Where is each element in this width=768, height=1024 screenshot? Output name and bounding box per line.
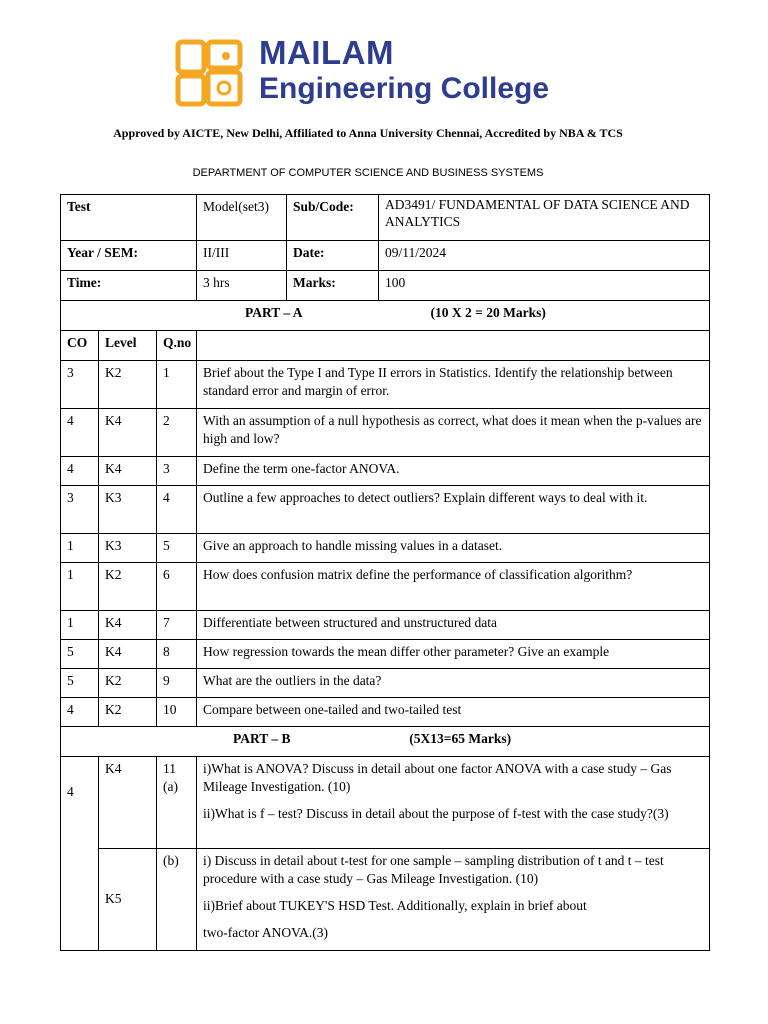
q-co: 5 [61, 640, 99, 669]
date-value: 09/11/2024 [379, 241, 710, 271]
marks-label: Marks: [287, 271, 379, 301]
question-row-3 [61, 457, 710, 486]
year-value: II/III [197, 241, 287, 271]
question-row-10 [61, 698, 710, 727]
question-row-11a [61, 757, 710, 849]
question-row-2 [61, 409, 710, 457]
q-text: Brief about the Type I and Type II errors in Statistics. Identify the relationship between standard error and margin of error. [197, 361, 710, 409]
q-level: K2 [99, 669, 157, 698]
q-level: K3 [99, 534, 157, 563]
subcode-value: AD3491/ FUNDAMENTAL OF DATA SCIENCE AND ANALYTICS [379, 195, 710, 241]
question-row-7 [61, 611, 710, 640]
q-text: Outline a few approaches to detect outliers? Explain different ways to deal with it. [197, 486, 710, 534]
marks-value: 100 [379, 271, 710, 301]
q-text: How regression towards the mean differ other parameter? Give an example [197, 640, 710, 669]
q11b-number: (b) [157, 849, 197, 951]
q-co: 3 [61, 486, 99, 534]
question-row-1 [61, 361, 710, 409]
q-co: 4 [61, 457, 99, 486]
approval-line: Approved by AICTE, New Delhi, Affiliated to Anna University Chennai, Accredited by NBA & TCS [113, 126, 623, 140]
question-row-8 [61, 640, 710, 669]
col-level: Level [99, 331, 157, 361]
q-level: K2 [99, 698, 157, 727]
college-logo [175, 34, 565, 110]
part-b-title-cell [61, 727, 710, 757]
elephant-logo-icon [175, 38, 245, 108]
part-a-title: PART – A [245, 305, 302, 320]
q-level: K4 [99, 457, 157, 486]
q-number: 9 [157, 669, 197, 698]
q-level: K4 [99, 640, 157, 669]
q-number: 7 [157, 611, 197, 640]
test-value: Model(set3) [197, 195, 287, 241]
q-number: 5 [157, 534, 197, 563]
info-row-time [61, 271, 710, 301]
q-level: K4 [99, 611, 157, 640]
part-b-title: PART – B [233, 731, 291, 746]
col-co: CO [61, 331, 99, 361]
part-a-title-cell [61, 301, 710, 331]
q-text: What are the outliers in the data? [197, 669, 710, 698]
q-co: 5 [61, 669, 99, 698]
exam-table [60, 194, 710, 951]
q11-co: 4 [61, 757, 99, 951]
q-level: K2 [99, 361, 157, 409]
question-row-5 [61, 534, 710, 563]
q-co: 4 [61, 698, 99, 727]
time-value: 3 hrs [197, 271, 287, 301]
q-number: 4 [157, 486, 197, 534]
q-text: Give an approach to handle missing values in a dataset. [197, 534, 710, 563]
q-number: 8 [157, 640, 197, 669]
test-label: Test [61, 195, 197, 241]
brand-subtitle: Engineering College [259, 72, 550, 105]
q11b-level: K5 [99, 849, 157, 951]
department-title: DEPARTMENT OF COMPUTER SCIENCE AND BUSINESS SYSTEMS [192, 167, 544, 179]
col-question [197, 331, 710, 361]
part-b-header [61, 727, 710, 757]
q11b-text3: two-factor ANOVA.(3) [203, 925, 328, 940]
q-co: 3 [61, 361, 99, 409]
q-co: 1 [61, 611, 99, 640]
part-a-header [61, 301, 710, 331]
subcode-label: Sub/Code: [287, 195, 379, 241]
brand-name: MAILAM [259, 34, 394, 71]
part-a-column-headers [61, 331, 710, 361]
q-level: K4 [99, 409, 157, 457]
q-text: Define the term one-factor ANOVA. [197, 457, 710, 486]
q11a-text2: ii)What is f – test? Discuss in detail about the purpose of f-test with the case study?(3) [203, 806, 669, 821]
year-label: Year / SEM: [61, 241, 197, 271]
q-text: With an assumption of a null hypothesis as correct, what does it mean when the p-values are high and low? [197, 409, 710, 457]
q11b-text-cell [197, 849, 710, 951]
info-row-test [61, 195, 710, 241]
q-text: Compare between one-tailed and two-tailed test [197, 698, 710, 727]
q-co: 4 [61, 409, 99, 457]
q-number: 3 [157, 457, 197, 486]
info-row-year [61, 241, 710, 271]
question-row-9 [61, 669, 710, 698]
time-label: Time: [61, 271, 197, 301]
q-number: 2 [157, 409, 197, 457]
q11a-number: 11 (a) [157, 757, 197, 849]
q-level: K2 [99, 563, 157, 611]
q-text: How does confusion matrix define the performance of classification algorithm? [197, 563, 710, 611]
q-text: Differentiate between structured and unstructured data [197, 611, 710, 640]
q11a-text-cell [197, 757, 710, 849]
question-row-11b [61, 849, 710, 951]
question-row-4 [61, 486, 710, 534]
date-label: Date: [287, 241, 379, 271]
q-co: 1 [61, 563, 99, 611]
q11a-level: K4 [99, 757, 157, 849]
q11b-text2: ii)Brief about TUKEY'S HSD Test. Additionally, explain in brief about [203, 898, 587, 913]
q11b-text1: i) Discuss in detail about t-test for one sample – sampling distribution of t and t – test procedure with a case study – Gas Mileage Investigation. (10) [203, 853, 664, 886]
q-level: K3 [99, 486, 157, 534]
col-qno: Q.no [157, 331, 197, 361]
q-co: 1 [61, 534, 99, 563]
q11a-text1: i)What is ANOVA? Discuss in detail about one factor ANOVA with a case study – Gas Mileage Investigation. (10) [203, 761, 672, 794]
part-b-marks: (5X13=65 Marks) [409, 731, 512, 746]
question-row-6 [61, 563, 710, 611]
q-number: 1 [157, 361, 197, 409]
part-a-marks: (10 X 2 = 20 Marks) [430, 305, 546, 320]
q-number: 6 [157, 563, 197, 611]
q-number: 10 [157, 698, 197, 727]
